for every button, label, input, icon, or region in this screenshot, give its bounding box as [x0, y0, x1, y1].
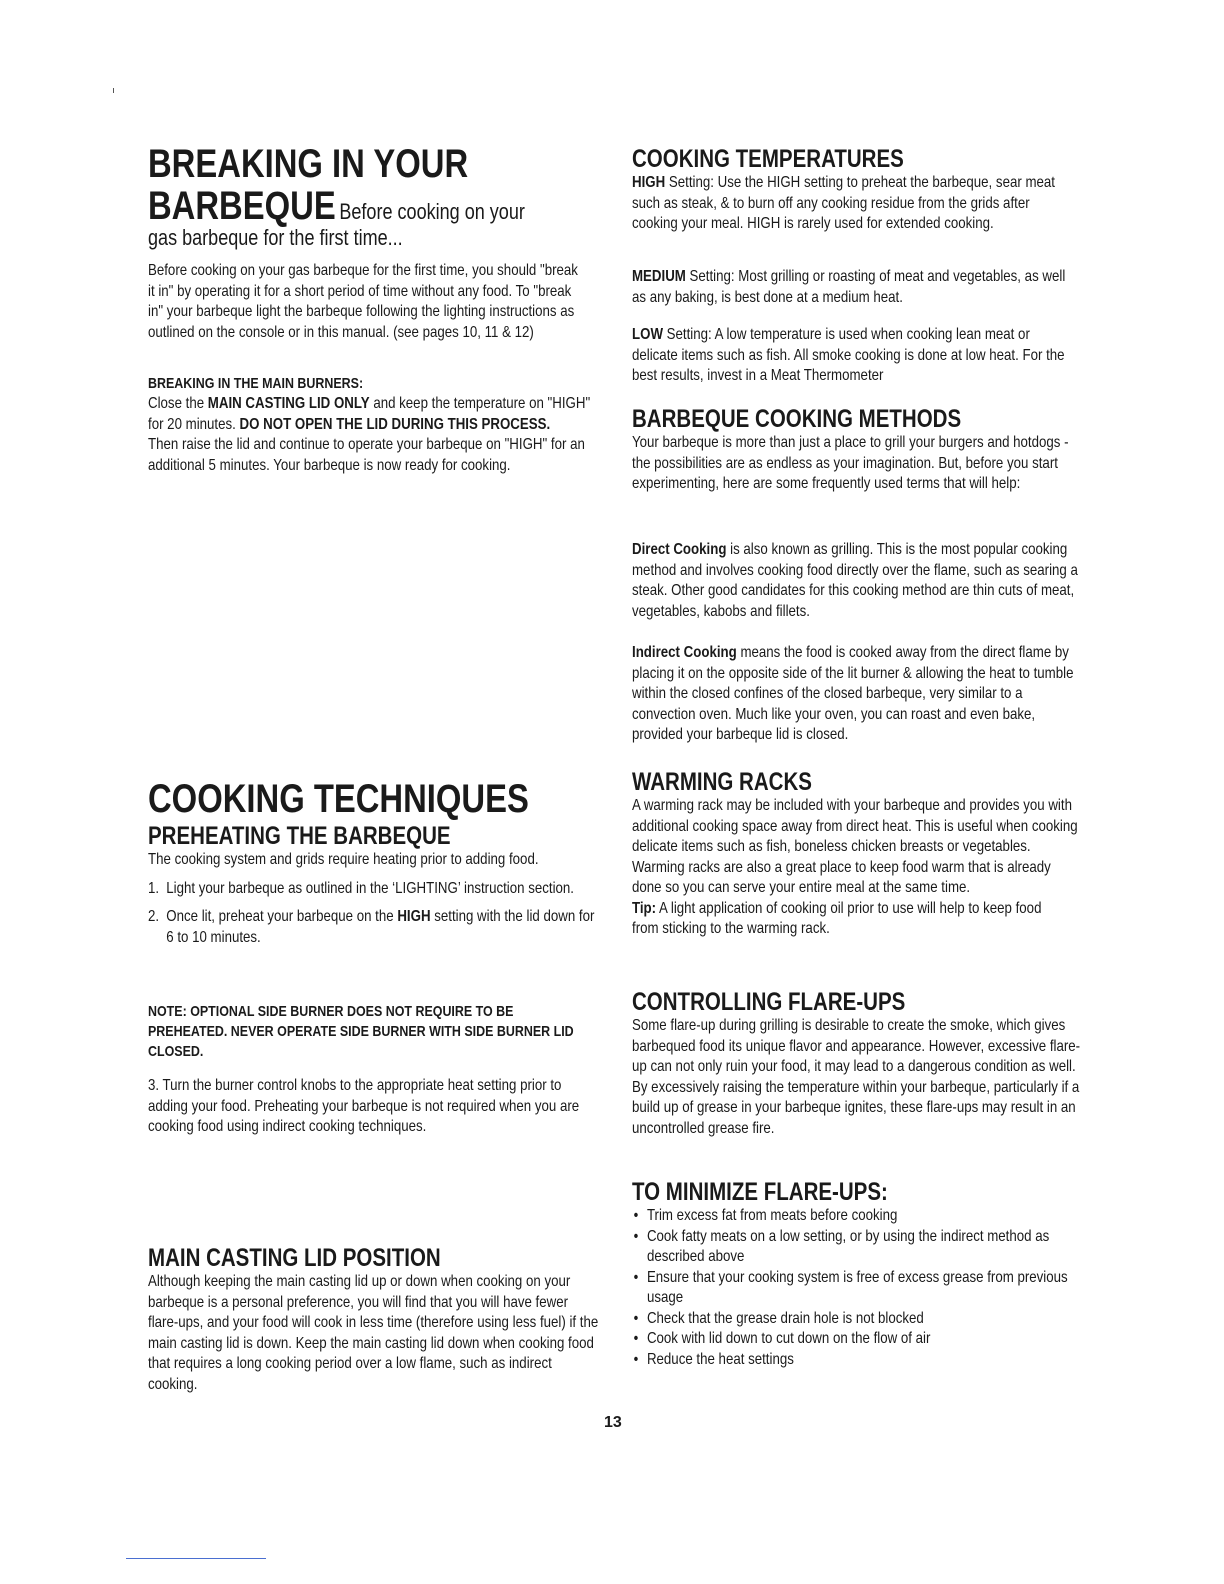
page-number: 13 [604, 1414, 622, 1431]
step-1-number: 1. [148, 879, 160, 897]
breaking-in-title-suffix: Before cooking on your [339, 199, 525, 224]
side-burner-note [148, 1002, 668, 1062]
step-3-text: 3. Turn the burner control knobs to the appropriate heat setting prior to adding your food. Preheating your barbeque is not required when you are cooking food using indirect cooking techniques. [148, 1077, 580, 1135]
medium-label: MEDIUM [632, 268, 686, 285]
main-burners-p1-a: Close the [148, 395, 208, 412]
preheat-step-1 [148, 879, 596, 900]
minimize-flareups-list [632, 1206, 1080, 1370]
scan-mark [113, 88, 114, 93]
step-1-text: Light your barbeque as outlined in the ‘LIGHTING’ instruction section. [166, 879, 574, 897]
low-setting-block [632, 325, 1167, 387]
side-burner-note-text: NOTE: OPTIONAL SIDE BURNER DOES NOT REQUIRE TO BE PREHEATED. NEVER OPERATE SIDE BURNER WITH SIDE BURNER LID CLOSED. [148, 1003, 574, 1060]
main-burners-section [148, 374, 693, 476]
list-item: • Reduce the heat settings [632, 1350, 1080, 1371]
cooking-temperatures-section [632, 145, 1167, 232]
medium-setting-block [632, 267, 1167, 308]
breaking-in-title-row2 [148, 185, 678, 229]
preheat-step-2 [148, 907, 596, 948]
controlling-flareups-body: Some flare-up during grilling is desirable to create the smoke, which gives barbequed food its unique flavor and appearance. However, excessive flare-up can not only ruin your food, it may lead to a dangerous condition as well. By excessively raising the temperature within your barbeque, particularly if a build up of grease in your barbeque ignites, these flare-ups may result in an uncontrolled grease fire. [632, 1017, 1081, 1137]
lid-position-body: Although keeping the main casting lid up or down when cooking on your barbeque is a personal preference, you will find that you will have fewer flare-ups, and your food will cook in less time (therefore using less fuel) if the main casting lid is down. Keep the main casting lid down when cooking food that requires a long cooking period over a low flame, such as indirect cooking. [148, 1273, 599, 1393]
warming-racks-body: A warming rack may be included with your barbeque and provides you with additional cooking space away from direct heat. This is useful when cooking delicate items such as fish, boneless chicken breasts or vegetables. Warming racks are also a great place to keep food warm that is already done so you can serve your entire meal at the same time. [632, 797, 1078, 896]
controlling-flareups-section [632, 988, 1172, 1139]
direct-cooking-label: Direct Cooking [632, 541, 727, 558]
cooking-temperatures-heading: COOKING TEMPERATURES [632, 145, 904, 173]
medium-text: Setting: Most grilling or roasting of meat and vegetables, as well as any baking, is best done at a medium heat. [632, 268, 1066, 306]
low-setting-text [632, 325, 1076, 387]
list-item: • Cook with lid down to cut down on the flow of air [632, 1329, 1080, 1350]
cooking-methods-intro: Your barbeque is more than just a place to grill your burgers and hotdogs - the possibilities are as endless as your imagination. But, before you start experimenting, here are some frequently used terms that will help: [632, 434, 1069, 492]
cooking-methods-section [632, 405, 1172, 495]
main-burners-paragraph1 [148, 394, 600, 435]
warming-racks-heading: WARMING RACKS [632, 768, 812, 796]
breaking-in-title-line2: BARBEQUE [148, 184, 336, 228]
main-burners-p1-b: MAIN CASTING LID ONLY [207, 395, 370, 412]
cooking-methods-heading: BARBEQUE COOKING METHODS [632, 405, 962, 433]
medium-setting-text [632, 267, 1076, 308]
main-burners-heading: BREAKING IN THE MAIN BURNERS: [148, 375, 364, 392]
step-2-number: 2. [148, 908, 160, 925]
minimize-flareups-section [632, 1178, 1172, 1370]
lid-position-section [148, 1244, 693, 1395]
direct-cooking-text [632, 540, 1084, 622]
high-label: HIGH [632, 174, 666, 191]
cooking-techniques-title: COOKING TECHNIQUES [148, 777, 529, 821]
indirect-cooking-block [632, 643, 1177, 746]
warming-racks-tip [632, 899, 1068, 940]
breaking-in-subtitle: gas barbeque for the first time... [148, 225, 403, 250]
preheating-steps [148, 879, 596, 949]
indirect-cooking-text [632, 643, 1084, 746]
high-text: Setting: Use the HIGH setting to preheat the barbeque, sear meat such as steak, & to burn off any cooking residue from the grids after cooking your meal. HIGH is rarely used for extended cooking. [632, 174, 1055, 232]
step-2-text-b: HIGH [397, 908, 431, 925]
preheating-intro: The cooking system and grids require heating prior to adding food. [148, 851, 539, 868]
minimize-flareups-heading: TO MINIMIZE FLARE-UPS: [632, 1178, 888, 1206]
preheating-heading: PREHEATING THE BARBEQUE [148, 822, 451, 850]
list-item: • Trim excess fat from meats before cooking [632, 1206, 1080, 1227]
breaking-in-title-line1: BREAKING IN YOUR [148, 142, 469, 186]
list-item: • Cook fatty meats on a low setting, or by using the indirect method as described above [632, 1227, 1062, 1268]
direct-cooking-block [632, 540, 1177, 622]
indirect-cooking-label: Indirect Cooking [632, 644, 737, 661]
main-burners-p1-c: and keep the temperature on "HIGH" for 20 minutes. [148, 395, 591, 433]
warming-racks-section [632, 768, 1172, 940]
breaking-in-section [148, 143, 678, 343]
preheat-step-3 [148, 1076, 693, 1138]
high-setting [632, 173, 1076, 235]
direct-cooking-body: is also known as grilling. This is the most popular cooking method and involves cooking food directly over the flame, such as searing a steak. Other good candidates for this cooking method are thin cuts of meat, vegetables, kabobs and fillets. [632, 541, 1078, 620]
main-burners-p1-d: DO NOT OPEN THE LID DURING THIS PROCESS. [239, 415, 551, 433]
list-item: • Check that the grease drain hole is not blocked [632, 1309, 1080, 1330]
lid-position-heading: MAIN CASTING LID POSITION [148, 1244, 441, 1272]
controlling-flareups-heading: CONTROLLING FLARE-UPS [632, 988, 906, 1016]
cooking-techniques-section [148, 778, 688, 948]
step-2-text-a: Once lit, preheat your barbeque on the [166, 908, 398, 925]
footer-rule [126, 1558, 266, 1559]
low-text: Setting: A low temperature is used when cooking lean meat or delicate items such as fish. All smoke cooking is done at low heat. For the best results, invest in a Meat Thermometer [632, 326, 1065, 384]
tip-text: A light application of cooking oil prior to use will help to keep food from sticking to the warming rack. [632, 899, 1042, 937]
step-2-text-c: setting with the lid down for 6 to 10 minutes. [166, 908, 595, 946]
low-label: LOW [632, 326, 663, 343]
list-item: • Ensure that your cooking system is free of excess grease from previous usage [632, 1268, 1095, 1309]
main-burners-paragraph2: Then raise the lid and continue to operate your barbeque on "HIGH" for an additional 5 minutes. Your barbeque is now ready for cooking. [148, 436, 585, 474]
breaking-in-intro: Before cooking on your gas barbeque for the first time, you should "break it in" by operating it for a short period of time without any food. To "break in" your barbeque light the barbeque following the lighting instructions as outlined on the console or in this manual. (see pages 10, 11 & 12) [148, 262, 578, 341]
tip-label: Tip: [632, 899, 657, 917]
indirect-cooking-body: means the food is cooked away from the direct flame by placing it on the opposite side of the lit burner & allowing the heat to tumble within the closed confines of the closed barbeque, very similar to a convection oven. Much like your oven, you can roast and even bake, provided your barbeque lid is closed. [632, 644, 1074, 743]
